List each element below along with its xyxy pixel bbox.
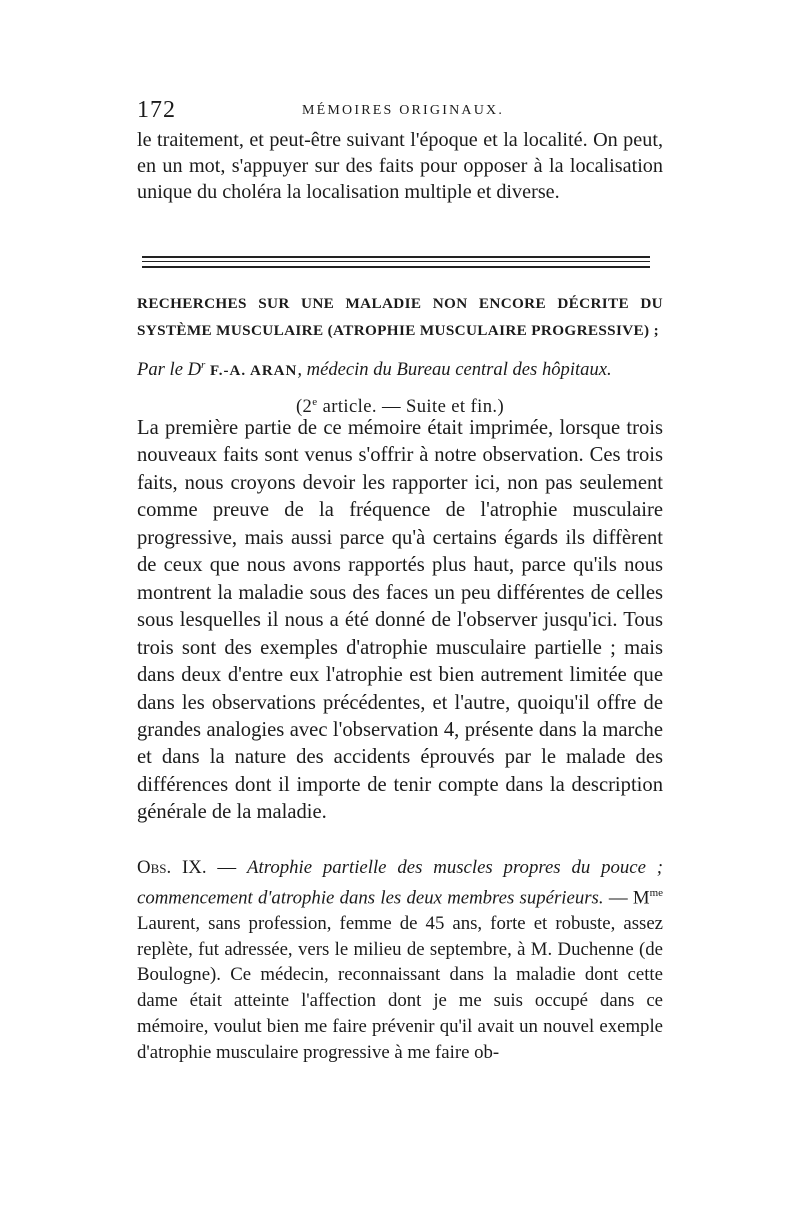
section-divider-middle <box>142 261 650 262</box>
article-byline <box>137 359 663 381</box>
page-number: 172 <box>137 97 176 123</box>
article-title: RECHERCHES SUR UNE MALADIE NON ENCORE DÉCRITE DU SYSTÈME MUSCULAIRE (ATROPHIE MUSCULAIRE PROGRESSIVE) ; <box>137 295 663 339</box>
observation-section <box>137 855 663 1066</box>
previous-article-ending <box>137 127 663 206</box>
observation-dash-2: — M <box>603 887 650 909</box>
mme-superscript: me <box>649 886 664 899</box>
running-title: MÉMOIRES ORIGINAUX. <box>302 103 505 118</box>
author-name: F.-A. ARAN <box>209 363 298 380</box>
section-divider-top <box>142 256 650 258</box>
page-header <box>137 97 663 127</box>
section-divider-bottom <box>142 266 650 268</box>
previous-paragraph: le traitement, et peut-être suivant l'époque et la localité. On peut, en un mot, s'appuyer sur des faits pour opposer à la localisation unique du choléra la localisation multiple et diverse. <box>137 129 663 204</box>
observation-dash: — <box>206 857 248 878</box>
note-superscript: e <box>312 396 318 408</box>
observation-title: Atrophie partielle des muscles propres du pouce ; commencement d'atrophie dans les deux membres supérieurs. <box>137 857 664 909</box>
observation-text: Laurent, sans profession, femme de 45 ans, forte et robuste, assez replète, fut adressée, vers le milieu de septembre, à M. Duchenne (de Boulogne). Ce médecin, reconnaissant dans la maladie dont cette dame était atteinte l'affection dont je me suis occupé dans ce mémoire, voulut bien me faire prévenir qu'il avait un nouvel exemple d'atrophie musculaire progressive à me faire ob- <box>137 912 663 1063</box>
author-affiliation: , médecin du Bureau central des hôpitaux. <box>297 359 612 381</box>
note-rest: article. — Suite et fin.) <box>317 396 505 418</box>
body-paragraph: La première partie de ce mémoire était imprimée, lorsque trois nouveaux faits sont venus s'offrir à notre observation. Ces trois faits, nous croyons devoir les rapporter ici, non pas seulement comme preuve de la fréquence de l'atrophie musculaire progressive, mais aussi parce qu'à certains égards ils diffèrent de ceux que nous avons rapportés plus haut, parce qu'ils nous montrent la maladie sous des faces un peu différentes de celles sous lesquelles il nous a été donné de l'observer jusqu'ici. Tous trois sont des exemples d'atrophie musculaire partielle ; mais dans deux d'entre eux l'atrophie est bien autrement limitée que dans les observations précédentes, et l'autre, quoiqu'il offre de grandes analogies avec l'observation 4, présente dans la marche et dans la nature des accidents éprouvés par le malade des différences dont il importe de tenir compte dans la description générale de la maladie. <box>137 417 663 824</box>
note-open: (2 <box>295 396 313 418</box>
byline-par: Par le D <box>137 359 202 381</box>
byline-dr-superscript: r <box>201 359 206 371</box>
article-body <box>137 415 663 827</box>
observation-label: Obs. IX. <box>137 857 207 878</box>
